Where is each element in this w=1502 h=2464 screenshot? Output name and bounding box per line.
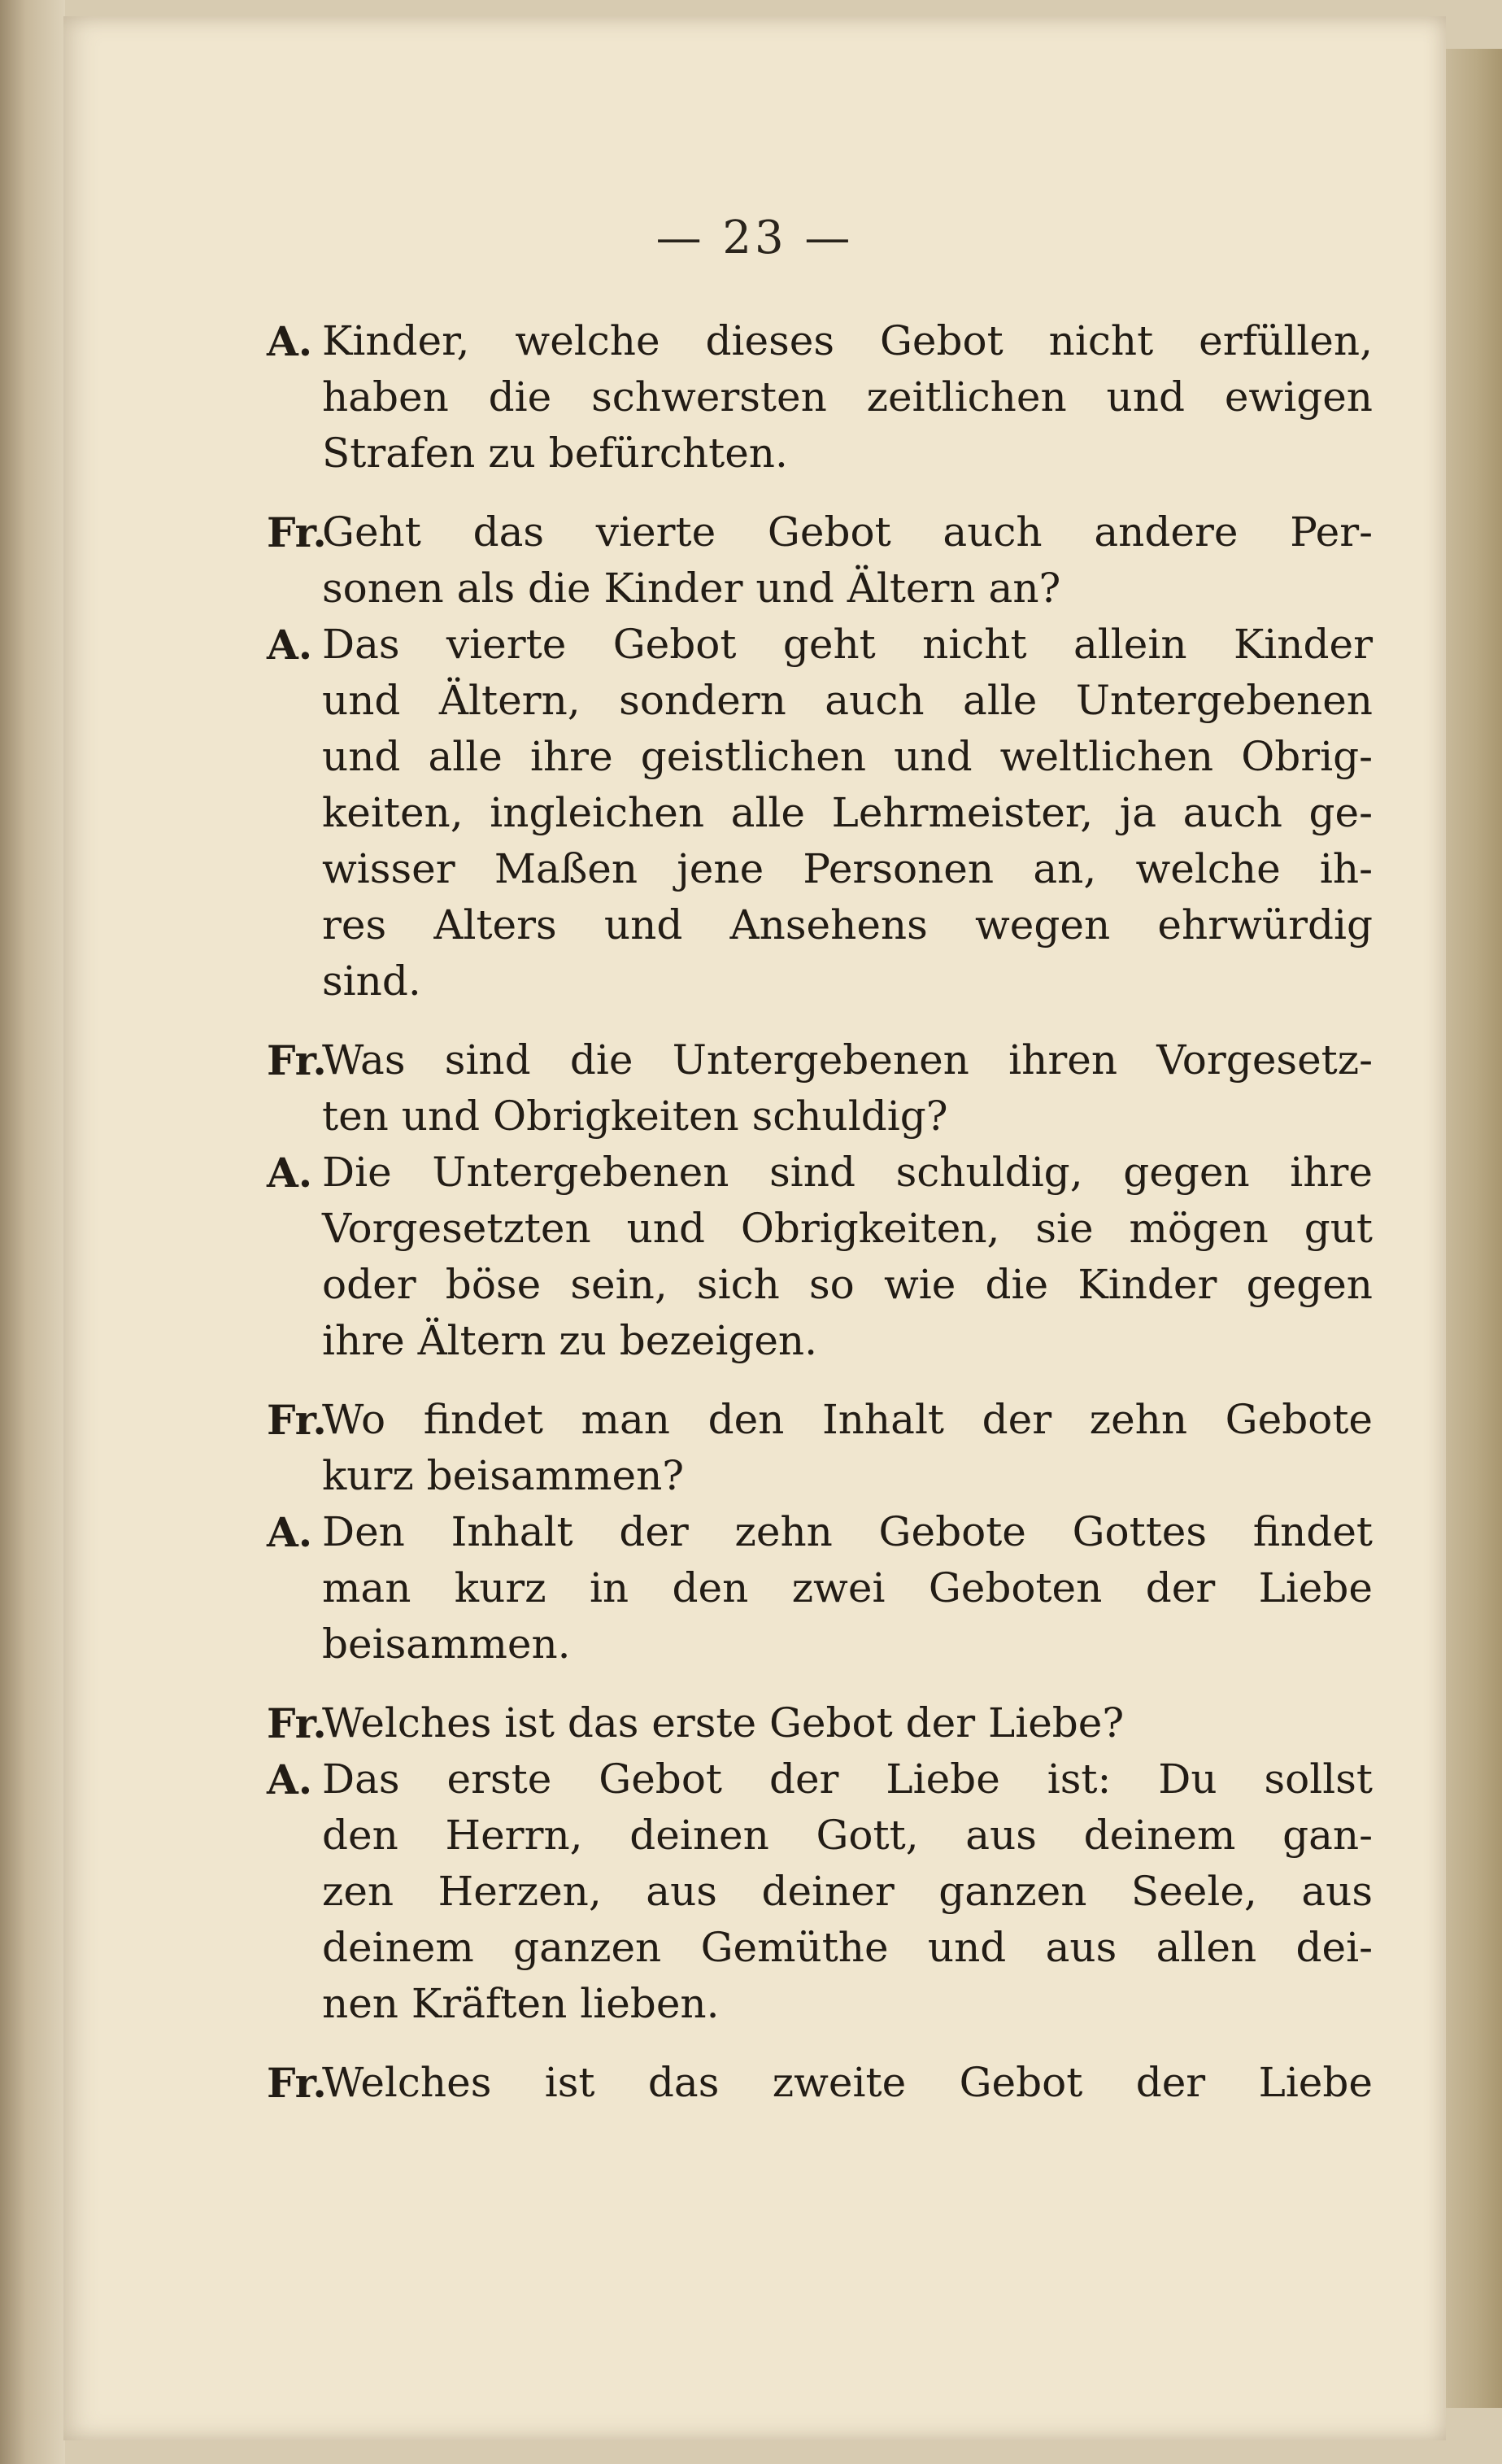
question-block — [267, 1392, 1373, 1504]
text-line: beisammen. — [322, 1620, 571, 1668]
text-line: nen Kräften lieben. — [322, 1980, 720, 2027]
text-line: man kurz in den zwei Geboten der Liebe — [322, 1564, 1373, 1611]
answer-label: A. — [267, 1149, 313, 1197]
text-line: ten und Obrigkeiten schuldig? — [322, 1092, 948, 1140]
answer-block — [267, 1751, 1373, 2032]
text-line: Das erste Gebot der Liebe ist: Du sollst — [322, 1755, 1373, 1803]
question-block — [267, 1695, 1373, 1751]
text-line: zen Herzen, aus deiner ganzen Seele, aus — [322, 1868, 1373, 1915]
answer-block — [267, 1504, 1373, 1672]
text-line: und alle ihre geistlichen und weltlichen Obrig- — [322, 733, 1373, 780]
text-line: Welches ist das zweite Gebot der Liebe — [322, 2059, 1373, 2106]
text-line: Geht das vierte Gebot auch andere Per- — [322, 508, 1373, 556]
answer-label: A. — [267, 621, 313, 669]
page-text — [267, 313, 1373, 2111]
question-label: Fr. — [267, 1396, 327, 1444]
answer-label: A. — [267, 1755, 313, 1803]
answer-label: A. — [267, 317, 313, 365]
text-line: haben die schwersten zeitlichen und ewigen — [322, 373, 1373, 421]
text-line: Was sind die Untergebenen ihren Vorgesetz- — [322, 1036, 1373, 1084]
question-block — [267, 2055, 1373, 2111]
question-block — [267, 1032, 1373, 1145]
page-edge — [1439, 49, 1502, 2408]
text-line: wisser Maßen jene Personen an, welche ih- — [322, 845, 1373, 892]
answer-block — [267, 617, 1373, 1010]
text-line: Vorgesetzten und Obrigkeiten, sie mögen gut — [322, 1205, 1373, 1252]
question-label: Fr. — [267, 1699, 327, 1747]
text-line: sind. — [322, 957, 421, 1005]
book-page — [63, 16, 1446, 2440]
question-label: Fr. — [267, 508, 327, 556]
text-line: den Herrn, deinen Gott, aus deinem gan- — [322, 1812, 1373, 1859]
text-line: sonen als die Kinder und Ältern an? — [322, 565, 1061, 612]
text-line: und Ältern, sondern auch alle Untergebenen — [322, 677, 1373, 724]
text-line: oder böse sein, sich so wie die Kinder gegen — [322, 1261, 1373, 1308]
text-line: ihre Ältern zu bezeigen. — [322, 1317, 818, 1364]
text-line: Kinder, welche dieses Gebot nicht erfüllen, — [322, 317, 1373, 364]
text-line: kurz beisammen? — [322, 1452, 685, 1499]
page-number: — 23 — — [655, 212, 854, 264]
text-line: Wo findet man den Inhalt der zehn Gebote — [322, 1396, 1373, 1443]
answer-block — [267, 313, 1373, 482]
question-label: Fr. — [267, 2059, 327, 2107]
text-line: keiten, ingleichen alle Lehrmeister, ja auch ge- — [322, 789, 1373, 836]
text-line: Den Inhalt der zehn Gebote Gottes findet — [322, 1508, 1373, 1555]
answer-label: A. — [267, 1508, 313, 1556]
text-line: deinem ganzen Gemüthe und aus allen dei- — [322, 1924, 1373, 1971]
answer-block — [267, 1145, 1373, 1369]
question-block — [267, 504, 1373, 617]
text-line: Welches ist das erste Gebot der Liebe? — [322, 1699, 1125, 1747]
text-line: Die Untergebenen sind schuldig, gegen ihre — [322, 1149, 1373, 1196]
text-line: res Alters und Ansehens wegen ehrwürdig — [322, 901, 1373, 949]
text-line: Das vierte Gebot geht nicht allein Kinder — [322, 621, 1373, 668]
text-line: Strafen zu befürchten. — [322, 430, 788, 477]
book-spine — [0, 0, 65, 2464]
question-label: Fr. — [267, 1036, 327, 1084]
